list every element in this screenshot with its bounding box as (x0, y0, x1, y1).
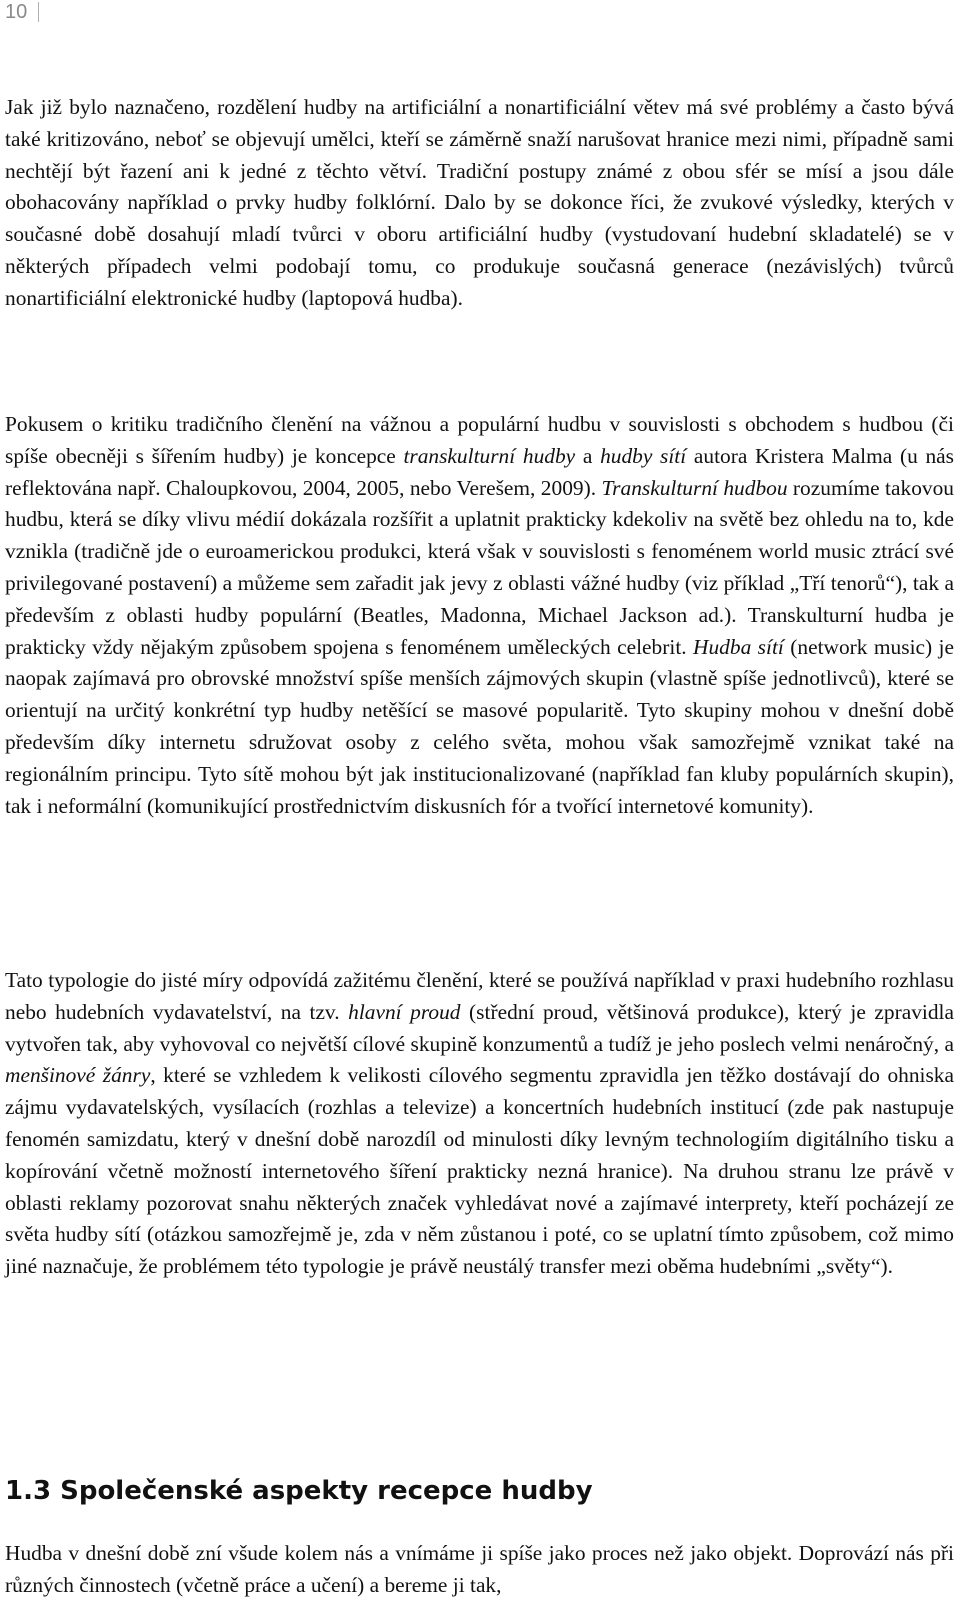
paragraph-3-italic-1: hlavní proud (348, 999, 461, 1024)
paragraph-2-text-1: Pokusem o kritiku tradičního členění na vážnou a populární hudbu v souvislosti s obchodem s hudbou (či spíše obecněji s šířením hudby) je koncepce (5, 412, 954, 468)
paragraph-2-text-5: (network music) je naopak zajímavá pro obrovské množství spíše menších zájmových skupin (vlastně spíše jednotlivců), které se orientují na určitý konkrétní typ hudby netěšící se masové popularitě. Tyto skupiny mohou v dnešní době především díky internetu sdružovat osoby z celého světa, mohou však samozřejmě vznikat také na regionálním principu. Tyto sítě mohou být jak institucionalizované (například fan kluby populárních skupin), tak i neformální (komunikující prostřednictvím diskusních fór a tvořící internetové komunity). (5, 634, 954, 818)
paragraph-4: Hudba v dnešní době zní všude kolem nás a vnímáme ji spíše jako proces než jako objekt. Doprovází nás při různých činnostech (včetně práce a učení) a bereme ji tak, (5, 1541, 954, 1597)
page-number-divider (38, 2, 39, 22)
paragraph-2-italic-2: hudby sítí (600, 443, 687, 468)
paragraph-2-italic-3: Transkulturní hudbou (601, 475, 788, 500)
paragraph-2-italic-1: transkulturní hudby (403, 443, 576, 468)
paragraph-2-italic-4: Hudba sítí (693, 634, 784, 659)
paragraph-3-text-2: (střední proud, většinová produkce), který je zpravidla vytvořen tak, aby vyhovoval co největší cílové skupině konzumentů a tudíž je jeho poslech velmi nenáročný, a (5, 999, 954, 1056)
paragraph-1: Jak již bylo naznačeno, rozdělení hudby na artificiální a nonartificiální větev má své problémy a často bývá také kritizováno, neboť se objevují umělci, kteří se záměrně snaží narušovat hranice mezi nimi, případně sami nechtějí být řazení ani k jedné z těchto větví. Tradiční postupy známé z obou sfér se mísí a jsou dále obohacovány například o prvky hudby folklórní. Dalo by se dokonce říci, že zvukové výsledky, kterých v současné době dosahují mladí tvůrci v oboru artificiální hudby (vystudovaní hudební skladatelé) se v některých případech velmi podobají tomu, co produkuje současná generace (nezávislých) tvůrců nonartificiální elektronické hudby (laptopová hudba). (5, 95, 954, 310)
page-number: 10 (5, 1, 28, 23)
paragraph-2 (5, 409, 954, 822)
paragraph-2-text-2: a (575, 443, 601, 468)
paragraph-2-text-4: rozumíme takovou hudbu, která se díky vlivu médií dokázala rozšířit a uplatnit prakticky kdekoliv na světě bez ohledu na to, kde vznikla (tradičně jde o euroamerickou produkci, která však v souvislosti s fenoménem world music ztrácí své privilegované postavení) a můžeme sem zařadit jak jevy z oblasti vážné hudby (viz příklad „Tří tenorů“), tak a především z oblasti hudby populární (Beatles, Madonna, Michael Jackson ad.). Transkulturní hudba je prakticky vždy nějakým způsobem spojena s fenoménem uměleckých celebrit. (5, 475, 954, 659)
section-heading: 1.3 Společenské aspekty recepce hudby (5, 1476, 593, 1506)
paragraph-3-italic-2: menšinové žánry (5, 1063, 151, 1088)
paragraph-3 (5, 965, 954, 1283)
paragraph-2-text-3: autora Kristera Malma (u nás reflektována např. Chaloupkovou, 2004, 2005, nebo Verešem, 2009). (5, 443, 954, 500)
paragraph-3-text-1: Tato typologie do jisté míry odpovídá zažitému členění, které se používá například v praxi hudebního rozhlasu nebo hudebních vydavatelství, na tzv. (5, 968, 954, 1024)
paragraph-3-text-3: , které se vzhledem k velikosti cílového segmentu zpravidla jen těžko dostávají do ohniska zájmu vydavatelských, vysílacích (rozhlas a televize) a koncertních hudebních institucí (zde pak nastupuje fenomén samizdatu, který v dnešní době narozdíl od minulosti díky levným technologiím digitálního tisku a kopírování včetně možností internetového šíření prakticky nezná hranice). Na druhou stranu lze právě v oblasti reklamy pozorovat snahu některých značek vyhledávat nové a zajímavé interprety, kteří pocházejí ze světa hudby sítí (otázkou samozřejmě je, zda v něm zůstanou i poté, co se uplatní tímto způsobem, což mimo jiné naznačuje, že problémem této typologie je právě neustálý transfer mezi oběma hudebními „světy“). (5, 1063, 954, 1279)
